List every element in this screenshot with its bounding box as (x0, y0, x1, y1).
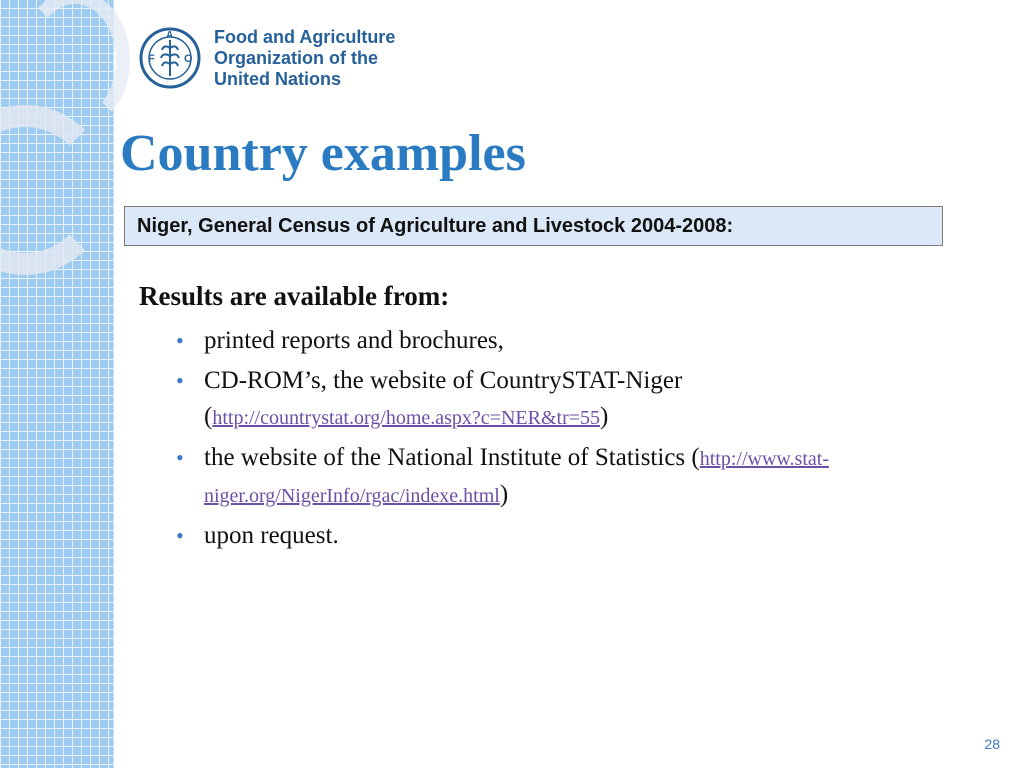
fao-logo-text (214, 27, 395, 90)
emblem-letter-o: O (184, 53, 193, 65)
bullet-dot-icon: • (176, 523, 184, 548)
decorative-swirl (0, 105, 110, 275)
bullet-item-upon-request (172, 518, 932, 554)
logo-line-3: United Nations (214, 68, 342, 89)
logo-line-2: Organization of the (214, 47, 378, 68)
bullet-item-printed-reports (172, 323, 932, 359)
link-paren-open: ( (204, 403, 213, 430)
slide-title: Country examples (120, 125, 526, 182)
bullet-text: the website of the National Institute of Statistics ( (204, 444, 700, 471)
fao-logo (138, 26, 395, 90)
results-heading: Results are available from: (139, 281, 450, 311)
fao-emblem-icon (138, 26, 202, 90)
countrystat-link[interactable]: http://countrystat.org/home.aspx?c=NER&tr=55 (212, 407, 601, 429)
logo-line-1: Food and Agriculture (214, 26, 396, 47)
bullet-dot-icon: • (176, 368, 184, 393)
bullet-list (172, 323, 932, 558)
emblem-letter-a: A (166, 30, 174, 41)
bullet-item-national-institute (172, 440, 932, 514)
link-paren-close: ) (499, 481, 509, 508)
link-paren-close: ) (600, 403, 609, 430)
bullet-item-countrystat (172, 363, 932, 436)
bullet-text: CD-ROM’s, the website of CountrySTAT-Niger (204, 367, 683, 394)
subtitle-text: Niger, General Census of Agriculture and Livestock 2004-2008: (137, 215, 734, 237)
bullet-text: upon request. (204, 522, 339, 549)
stat-niger-link[interactable]: http://www.stat-niger.org/NigerInfo/rgac/indexe.html (204, 448, 829, 507)
bullet-dot-icon: • (176, 328, 184, 353)
emblem-letter-f: F (148, 53, 155, 65)
bullet-dot-icon: • (176, 445, 184, 470)
page-number: 28 (984, 736, 1000, 752)
subtitle-box (124, 206, 943, 246)
bullet-text: printed reports and brochures, (204, 327, 504, 354)
decorative-sidebar (0, 0, 114, 768)
decorative-swirl-top (20, 0, 130, 130)
